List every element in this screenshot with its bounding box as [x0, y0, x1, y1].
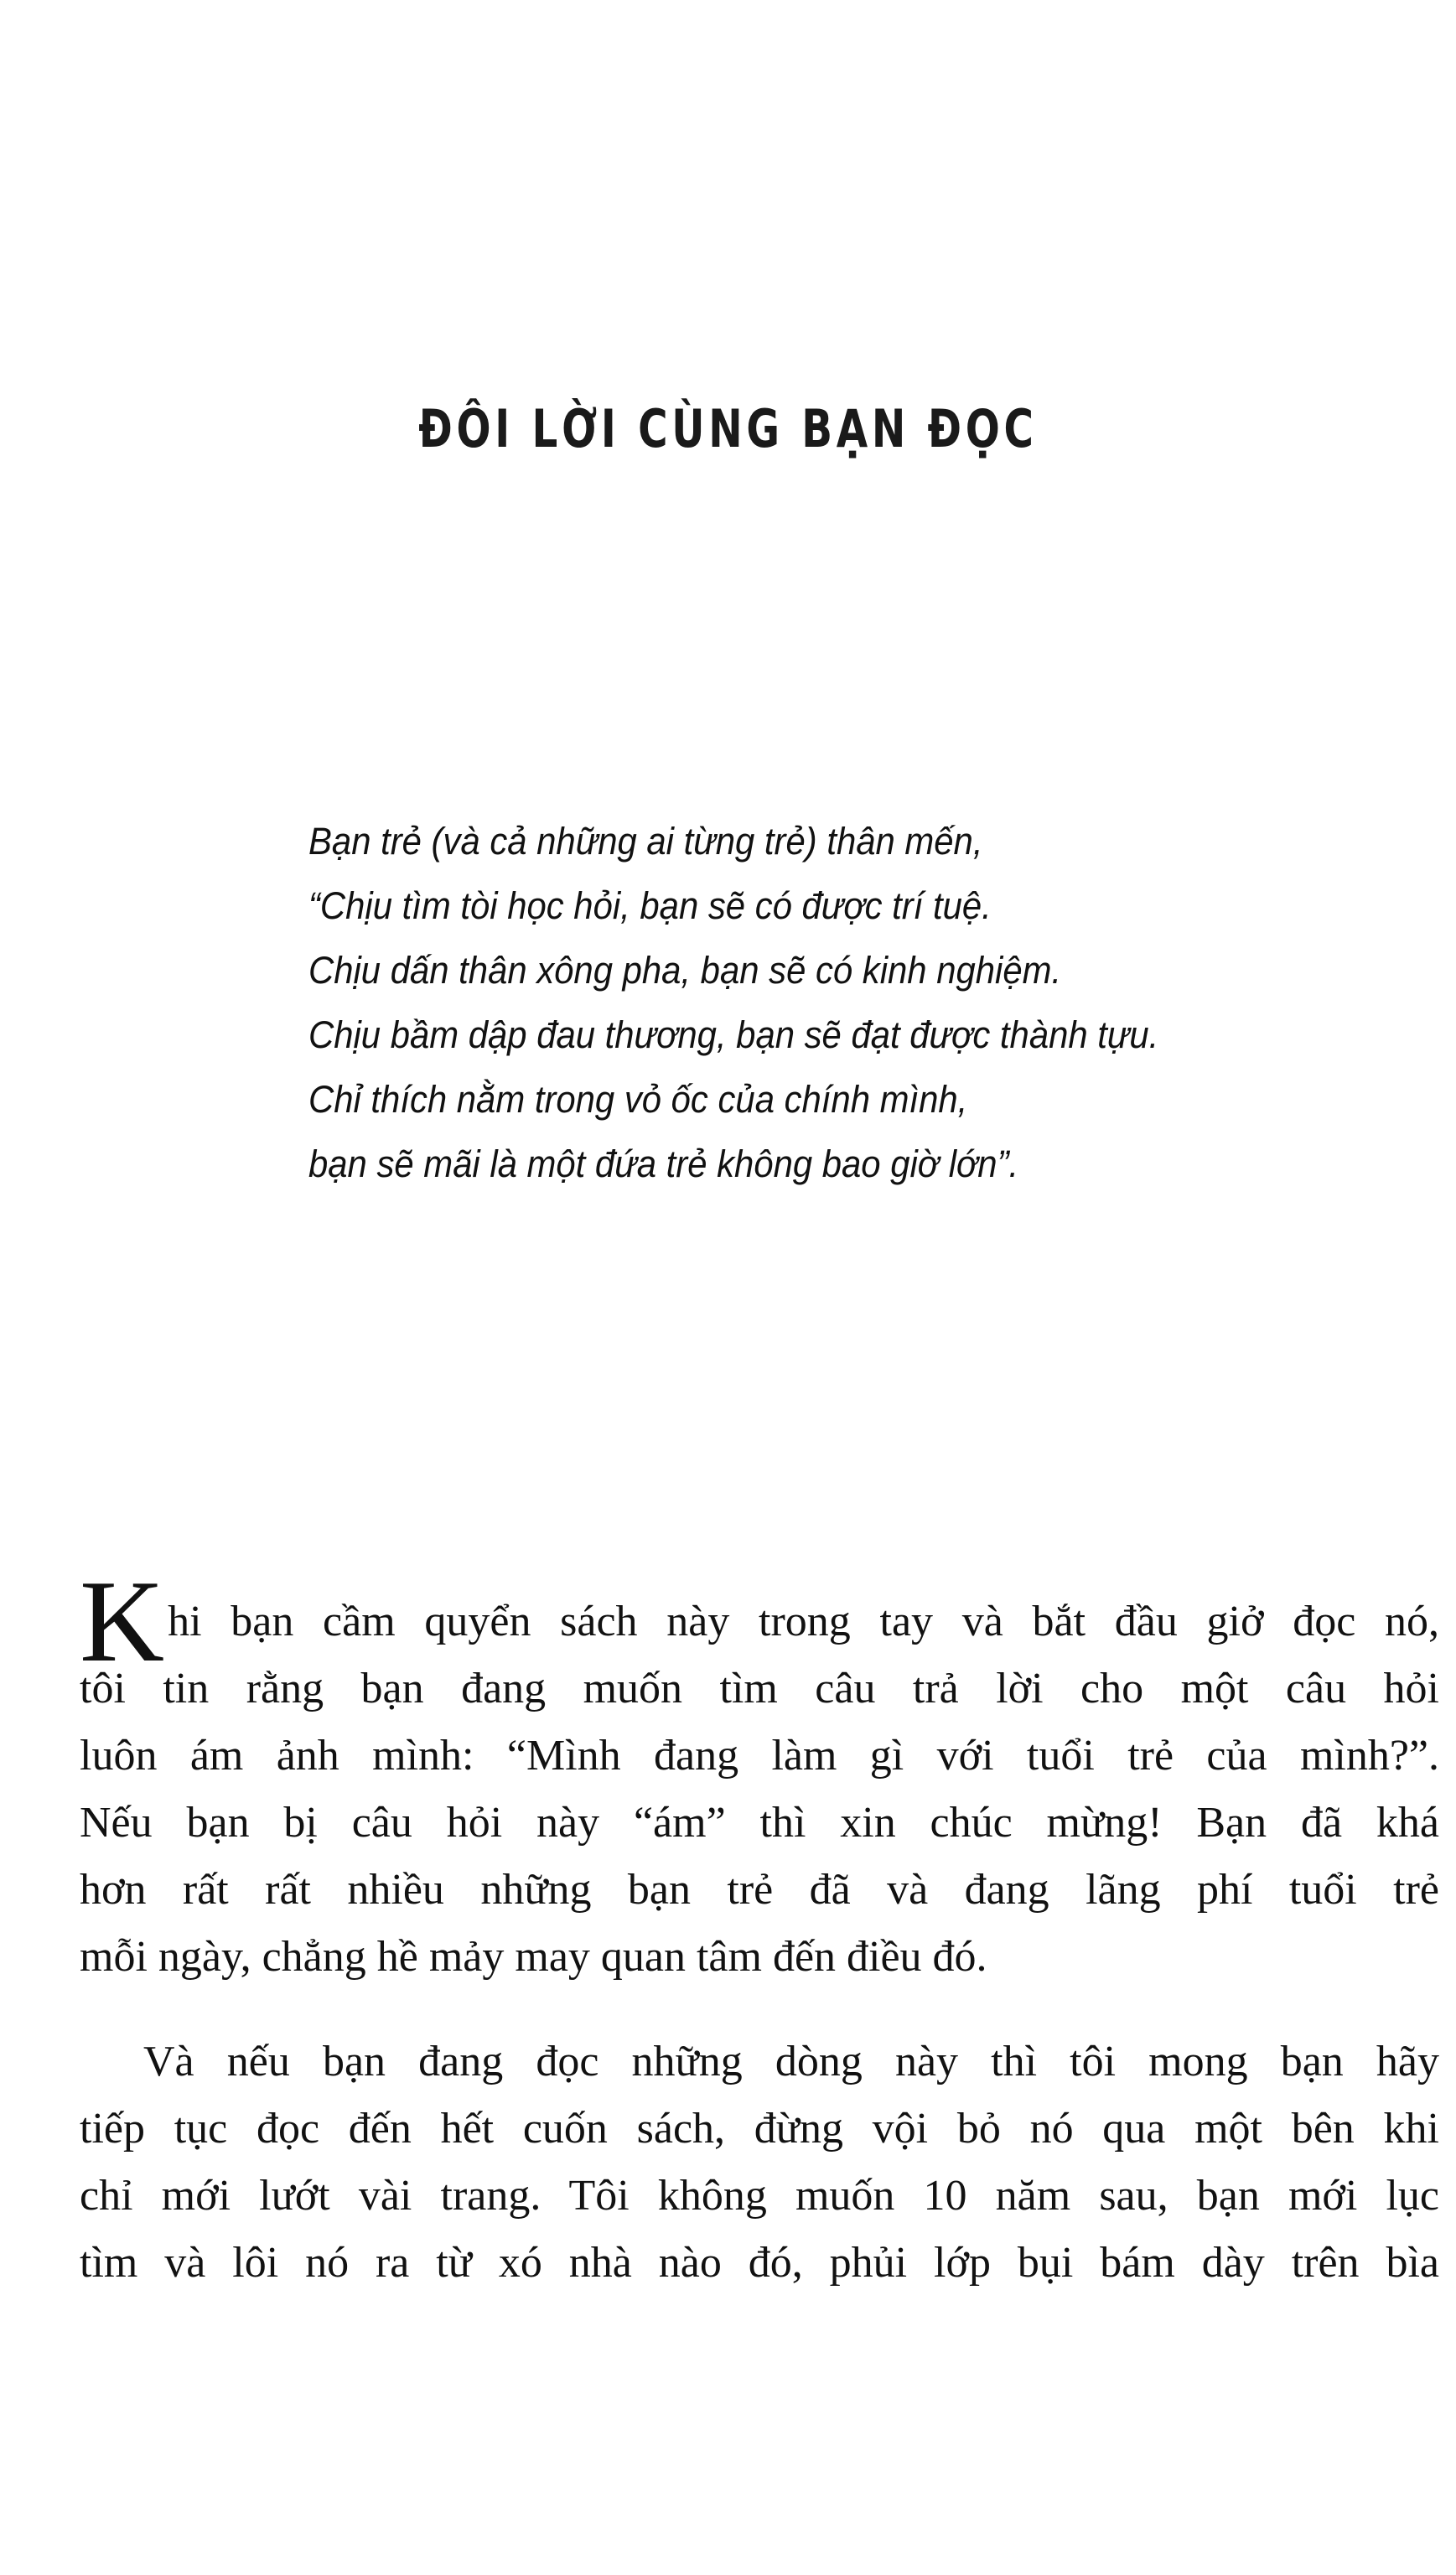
text-line: mỗi ngày, chẳng hề mảy may quan tâm đến điều đó. [80, 1933, 987, 1981]
text-line: tiếp tục đọc đến hết cuốn sách, đừng vội bỏ nó qua một bên khi [80, 2105, 1439, 2153]
epigraph-line: bạn sẽ mãi là một đứa trẻ không bao giờ lớn”. [308, 1142, 1019, 1185]
epigraph-line: “Chịu tìm tòi học hỏi, bạn sẽ có được trí tuệ. [308, 884, 992, 927]
paragraph-1 [80, 1557, 1439, 1991]
epigraph-line: Chịu bầm dập đau thương, bạn sẽ đạt được thành tựu. [308, 1013, 1159, 1056]
drop-cap: K [80, 1557, 165, 1686]
text-line: chỉ mới lướt vài trang. Tôi không muốn 10 năm sau, bạn mới lục [80, 2172, 1439, 2220]
text-line: tìm và lôi nó ra từ xó nhà nào đó, phủi lớp bụi bám dày trên bìa [80, 2239, 1439, 2287]
text-line: hi bạn cầm quyển sách này trong tay và bắt đầu giở đọc nó, [168, 1598, 1439, 1645]
paragraph-2 [80, 2028, 1439, 2297]
text-line: tôi tin rằng bạn đang muốn tìm câu trả lời cho một câu hỏi [80, 1665, 1439, 1712]
epigraph [308, 809, 1158, 1196]
text-line: Và nếu bạn đang đọc những dòng này thì tôi mong bạn hãy [143, 2038, 1439, 2085]
text-line: Nếu bạn bị câu hỏi này “ám” thì xin chúc mừng! Bạn đã khá [80, 1799, 1439, 1847]
text-line: luôn ám ảnh mình: “Mình đang làm gì với tuổi trẻ của mình?”. [80, 1732, 1439, 1780]
first-line-row [80, 1557, 1439, 1686]
text-line: hơn rất rất nhiều những bạn trẻ đã và đang lãng phí tuổi trẻ [80, 1866, 1439, 1914]
epigraph-line: Chỉ thích nằm trong vỏ ốc của chính mình, [308, 1078, 968, 1121]
epigraph-line: Bạn trẻ (và cả những ai từng trẻ) thân mến, [308, 820, 983, 863]
chapter-title: ĐÔI LỜI CÙNG BẠN ĐỌC [418, 398, 1038, 459]
epigraph-line: Chịu dấn thân xông pha, bạn sẽ có kinh nghiệm. [308, 949, 1062, 992]
